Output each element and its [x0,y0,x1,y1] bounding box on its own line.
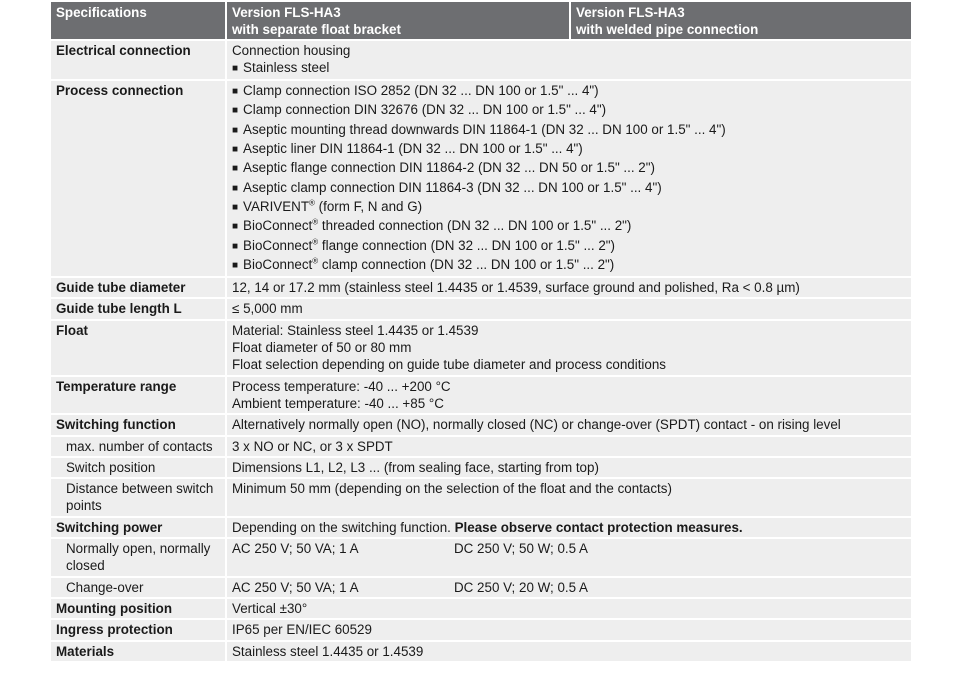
table-row-process [51,81,911,276]
bullet-item [232,198,907,217]
row-value [225,377,911,414]
bullet-text: flange connection (DN 32 ... DN 100 or 1.5" ... 2") [318,237,615,253]
table-header [51,2,911,39]
dc-rating: DC 250 V; 50 W; 0.5 A [454,541,588,557]
bullet-text: threaded connection (DN 32 ... DN 100 or 1.5" ... 2") [318,218,632,234]
label-line: points [66,498,102,514]
table-row-change-over [51,578,911,597]
value-text: Depending on the switching function. [232,519,455,535]
table-row-switching-function [51,415,911,434]
header-version-separate-line2: with separate float bracket [232,22,401,38]
registered-mark: ® [312,237,319,247]
header-version-separate [225,2,569,39]
value-line [232,579,907,596]
row-label: Change-over [66,579,144,595]
label-line: Normally open, normally [66,541,211,557]
label-line: closed [66,558,105,574]
row-label: Temperature range [56,378,177,394]
brand-name: BioConnect [243,256,313,272]
header-version-welded-line1: Version FLS-HA3 [576,5,685,20]
bullet-item: ■ Aseptic flange connection DIN 11864-2 (DN 32 ... DN 50 or 1.5" ... 2") [232,159,907,178]
header-version-separate-line1: Version FLS-HA3 [232,5,341,20]
value-note: Please observe contact protection measures. [454,519,743,535]
row-value: Vertical ±30° [225,599,911,618]
bullet-item: ■ Stainless steel [232,59,907,78]
label-line: Distance between switch [66,481,214,497]
table-row-guide-tube-diameter [51,278,911,297]
value-line: Ambient temperature: -40 ... +85 °C [232,395,444,411]
bullet-item: ■ Aseptic mounting thread downwards DIN 11864-1 (DN 32 ... DN 100 or 1.5" ... 4") [232,121,907,140]
row-value [225,518,911,537]
row-label: Switching function [56,417,176,433]
registered-mark: ® [312,256,319,266]
row-label: Switching power [56,519,163,535]
value-line: Process temperature: -40 ... +200 °C [232,378,451,394]
value-line [232,540,907,557]
row-label [51,479,225,516]
brand-name: VARIVENT [243,198,310,214]
table-row-electrical [51,41,911,80]
ac-rating: AC 250 V; 50 VA; 1 A [232,579,359,595]
bullet-text: clamp connection (DN 32 ... DN 100 or 1.5" ... 2") [318,256,615,272]
row-label: Switch position [66,459,156,475]
bullet-item: ■ Clamp connection ISO 2852 (DN 32 ... DN 100 or 1.5" ... 4") [232,82,907,101]
row-label: Float [56,322,88,338]
row-value [225,539,911,576]
row-value: Stainless steel 1.4435 or 1.4539 [225,642,911,661]
row-value: 3 x NO or NC, or 3 x SPDT [225,437,911,456]
spec-table [51,2,911,663]
brand-name: BioConnect [243,218,313,234]
row-value: Dimensions L1, L2, L3 ... (from sealing face, starting from top) [225,458,911,477]
row-value [225,81,911,276]
bullet-text: (form F, N and G) [314,198,423,214]
row-value [225,321,911,375]
row-value [225,41,911,80]
row-label: Guide tube diameter [56,280,186,296]
header-specifications: Specifications [56,5,147,20]
bullet-item [232,237,907,256]
row-value [225,578,911,597]
row-label: max. number of contacts [66,438,213,454]
dc-rating: DC 250 V; 20 W; 0.5 A [454,579,588,595]
table-row-max-contacts [51,437,911,456]
row-value: Minimum 50 mm (depending on the selection of the float and the contacts) [225,479,911,516]
bullet-item: ■ Clamp connection DIN 32676 (DN 32 ... DN 100 or 1.5" ... 4") [232,101,907,120]
row-value: ≤ 5,000 mm [225,299,911,318]
value-line: Material: Stainless steel 1.4435 or 1.4539 [232,322,479,338]
bullet-item: ■ Aseptic liner DIN 11864-1 (DN 32 ... DN 100 or 1.5" ... 4") [232,140,907,159]
registered-mark: ® [312,217,319,227]
table-row-materials [51,642,911,661]
row-value: IP65 per EN/IEC 60529 [225,620,911,639]
row-label: Guide tube length L [56,301,182,317]
row-label: Electrical connection [56,42,191,58]
table-row-ingress-protection [51,620,911,639]
row-value: 12, 14 or 17.2 mm (stainless steel 1.4435 or 1.4539, surface ground and polished, Ra < 0.8 µm) [225,278,911,297]
bullet-item: ■ Aseptic clamp connection DIN 11864-3 (DN 32 ... DN 100 or 1.5" ... 4") [232,179,907,198]
table-row-distance [51,479,911,516]
header-version-welded [569,2,911,39]
row-label: Mounting position [56,600,173,616]
row-label [51,539,225,576]
row-value: Alternatively normally open (NO), normally closed (NC) or change-over (SPDT) contact - on rising level [225,415,911,434]
brand-name: BioConnect [243,237,313,253]
table-row-temperature [51,377,911,414]
value-line: Connection housing [232,42,351,58]
table-row-normally-open-closed [51,539,911,576]
table-row-guide-tube-length [51,299,911,318]
value-line: Float diameter of 50 or 80 mm [232,340,412,356]
row-label: Process connection [56,83,184,99]
ac-rating: AC 250 V; 50 VA; 1 A [232,541,359,557]
table-row-float [51,321,911,375]
row-label: Ingress protection [56,622,173,638]
row-label: Materials [56,643,115,659]
header-version-welded-line2: with welded pipe connection [576,22,759,38]
value-line: Float selection depending on guide tube diameter and process conditions [232,357,666,373]
table-row-switching-power [51,518,911,537]
table-row-mounting-position [51,599,911,618]
bullet-item [232,217,907,236]
bullet-item [232,256,907,275]
table-row-switch-position [51,458,911,477]
registered-mark: ® [309,198,315,208]
